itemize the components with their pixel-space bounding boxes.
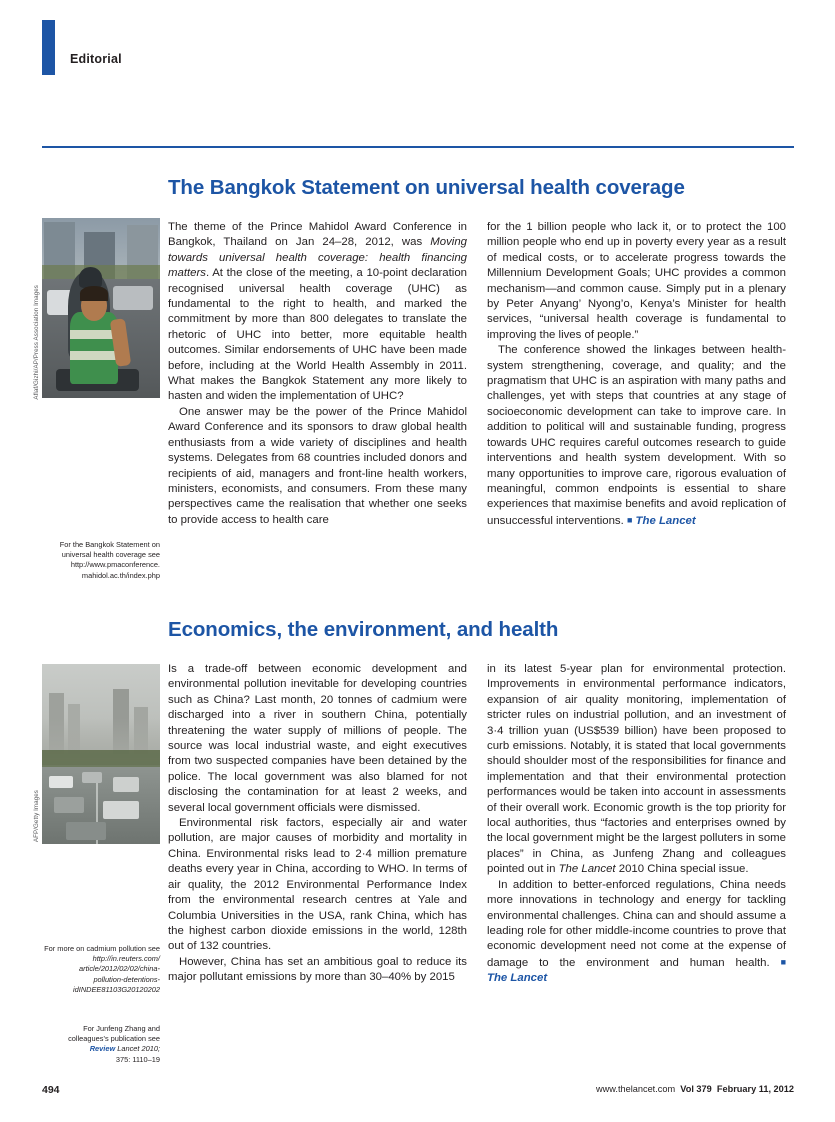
section-label: Editorial <box>70 52 122 66</box>
page-number: 494 <box>42 1084 60 1096</box>
paragraph: However, China has set an ambitious goal to reduce its major pollutant emissions by more than 30–40% by 2015 <box>168 955 467 984</box>
issue-date: February 11, 2012 <box>716 1084 794 1094</box>
paragraph: One answer may be the power of the Prince Mahidol Award Conference and its sponsors to draw global health enthusiasts from a wide variety of disciplines and health systems. Delegates from 68 countries included donors and recipients of aid, managers and front-line health workers, ministers, economists, and consumers. From these many perspectives came the realisation that whether one seeks to provide access to health care <box>168 405 467 526</box>
paragraph: for the 1 billion people who lack it, or to protect the 100 million people who end up in poverty every year as a result of medical costs, or to accelerate progress towards the Millennium Development Goals; UHC provides a common mechanism—and common cause. Simply put in a plenary by Peter Anyang’ Nyong’o, Kenya’s Minister for health services, “universal health coverage is fundamental to improving the lives of people.” <box>487 221 786 341</box>
header-divider-rule <box>42 146 794 148</box>
article-2-signature: The Lancet <box>487 972 548 985</box>
volume-label: Vol 379 <box>680 1084 712 1094</box>
margin-note-url[interactable]: http://www.pmaconference. mahidol.ac.th/index.php <box>70 560 160 580</box>
end-marker-icon: ■ <box>626 514 633 525</box>
article-2-margin-note-reference[interactable] <box>42 1024 160 1065</box>
article-2-margin-note-cadmium[interactable]: For more on cadmium pollution see http://in.reuters.com/ article/2012/02/02/china- pollution-detentions- idINDEE81103G20120202 <box>44 944 160 994</box>
article-2-column-2 <box>487 662 786 987</box>
paragraph: Is a trade-off between economic development and environmental pollution inevitable for developing countries such as China? Last month, 20 tonnes of cadmium were discharged into a river in southern China, potentially threatening the water supply of millions of people. The source was local industrial waste, and eight executives from two suspected companies have been detained by the police. The local government was also blamed for not disclosing the contamination for at least 2 weeks, and several local government officials were dismissed. <box>168 663 467 814</box>
article-1-column-1 <box>168 220 467 528</box>
reference-citation: Lancet 2010; <box>115 1044 160 1054</box>
article-2-title: Economics, the environment, and health <box>168 618 559 641</box>
article-1-margin-note[interactable]: For the Bangkok Statement on universal health coverage see http://www.pmaconference. mahidol.ac.th/index.php <box>59 540 160 580</box>
article-1-photo-credit: Aflaf/Gizhi/AP/Press Association Images <box>33 285 40 400</box>
article-1-title: The Bangkok Statement on universal health coverage <box>168 176 685 199</box>
paragraph: The theme of the Prince Mahidol Award Conference in Bangkok, Thailand on Jan 24–28, 2012, was Moving towards universal health coverage: health financing matters. At the close of the meeting, a 10-point declaration recognised universal health coverage (UHC) as fundamental to the right to health, and marked the commitment by more than 800 delegates to translate the rhetoric of UHC into better, more equitable health outcomes. Similar endorsements of UHC have been made before, including at the World Health Assembly in 2011. What makes the Bangkok Statement any more likely to hasten and widen the implementation of UHC? <box>168 221 467 403</box>
paragraph: Environmental risk factors, especially air and water pollution, are major causes of morbidity and mortality in China. Environmental risks lead to 2·4 million premature deaths every year in China, according to WHO. In terms of air quality, the 2012 Environmental Performance Index from the environmental research centres at Yale and Columbia Universities in the USA, rank China, which has the highest carbon dioxide emissions in the world, 128th out of 132 countries. <box>168 817 467 953</box>
review-link[interactable]: Review <box>89 1044 116 1054</box>
margin-note-line-1: For Junfeng Zhang and <box>83 1024 160 1033</box>
article-1-signature: The Lancet <box>635 514 696 527</box>
article-1-photo <box>42 218 160 398</box>
end-marker-icon: ■ <box>780 956 786 967</box>
article-1-column-2 <box>487 220 786 529</box>
article-2-photo <box>42 664 160 844</box>
footer-source-line <box>596 1084 794 1094</box>
journal-website: www.thelancet.com <box>596 1084 676 1094</box>
reference-citation-pages: 375: 1110–19 <box>115 1054 160 1064</box>
paragraph: In addition to better-enforced regulations, China needs more innovations in technology and energy for tackling environmental challenges. China can and should assume a leading role for other middle-income countries to prove that economic development need not come at the expense of damage to the environment and human health. ■ The Lancet <box>487 878 786 985</box>
article-2-column-1 <box>168 662 467 986</box>
header-accent-bar <box>42 20 55 75</box>
paragraph: in its latest 5-year plan for environmental protection. Improvements in environmental performance indicators, expansion of air quality monitoring, implementation of stricter rules on industrial pollution, and an investment of 3·4 trillion yuan (US$539 billion) have been proposed to curb emissions. Notably, it is stated that local governments should shoulder most of the responsibilities for finance and implementation and that their environmental protection performances would be taken into account in assessments of their overall work. Economic growth is the top priority for local authorities, thus “factories and enterprises owned by the local government might be the largest polluters in some places” in China, as Junfeng Zhang and colleagues pointed out in The Lancet 2010 China special issue. <box>487 663 786 876</box>
margin-note-line-2: colleagues’s publication see <box>68 1034 160 1044</box>
article-2-photo-credit: AFP/Getty Images <box>33 790 40 843</box>
paragraph: The conference showed the linkages between health-system strengthening, coverage, and quality; and the pragmatism that UHC is an aspiration with many paths and challenges, yet with steps that countries at any stage of socioeconomic development can take to improve care. In addition to political will and sustainable funding, progress towards UHC requires careful outcomes research to guide interventions and health system development. With so many opportunities to improve care, rigorous evaluation of meaningful, common endpoints is essential to share experiences that maximise benefits and avoid replication of unsuccessful interventions. ■ The Lancet <box>487 344 786 527</box>
margin-note-url[interactable]: http://in.reuters.com/ article/2012/02/02/china- pollution-detentions- idINDEE81103G20120202 <box>73 954 160 994</box>
